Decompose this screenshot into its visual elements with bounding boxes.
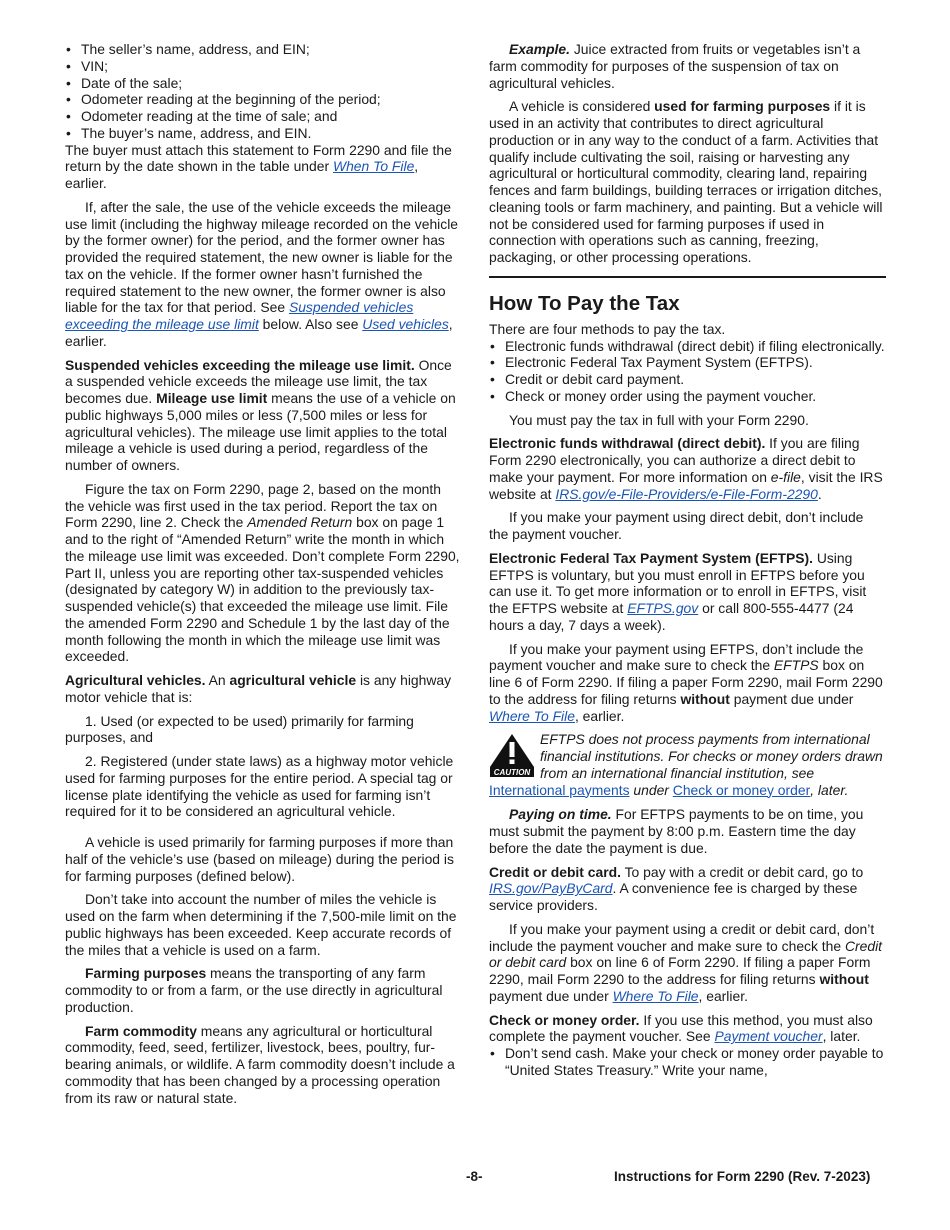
section-heading: Agricultural vehicles.: [65, 672, 206, 688]
used-for-farming-paragraph: A vehicle is considered used for farming purposes if it is used in an activity that contributes to direct agricultural production or in any way to the conduct of a farm. Activities that qualify include cultivating the soil, raising or harvesting any agricultural or horticultural commodity, clearing land, repairing fences and farm buildings, building terraces or irrigation ditches, cleaning tools or farm machinery, and painting. But a vehicle will not be considered used for farming purposes if used in connection with operations such as canning, freezing, packaging, or other processing operations.: [489, 98, 883, 265]
section-title: How To Pay the Tax: [489, 291, 680, 315]
seller-statement-list: [65, 41, 461, 142]
section-heading: Credit or debit card.: [489, 863, 621, 880]
list-item: • Odometer reading at the time of sale; and: [65, 108, 461, 125]
section-heading: Electronic Federal Tax Payment System (EFTPS).: [489, 549, 813, 566]
where-to-file-link[interactable]: Where To File: [612, 987, 699, 1004]
payment-methods-list: [489, 338, 886, 405]
caution-icon: [489, 733, 535, 777]
suspended-vehicles-link[interactable]: Suspended vehicles exceeding the mileage use limit: [65, 299, 414, 332]
card-voucher-paragraph: If you make your payment using a credit or debit card, don’t include the payment voucher and make sure to check the Credit or debit card box on line 6 of Form 2290. If filing a paper Form 2290, mail Form 2290 to the address for filing returns without payment due under Where To File, earlier.: [489, 920, 883, 1004]
where-to-file-link[interactable]: Where To File: [489, 707, 575, 724]
card-paragraph: Credit or debit card. To pay with a credit or debit card, go to IRS.gov/PayByCard. A convenience fee is charged by these service providers.: [489, 863, 864, 913]
check-paragraph: Check or money order. If you use this method, you must also complete the payment voucher. See Payment voucher, later.: [489, 1011, 873, 1045]
section-divider: [489, 276, 886, 278]
dont-count-paragraph: Don’t take into account the number of miles the vehicle is used on the farm when determining if the 7,500-mile limit on the public highways has been exceeded. Keep accurate records of the miles that a vehicle is used on a farm.: [65, 891, 457, 958]
left-column: [65, 41, 461, 1113]
numbered-item: 2. Registered (under state laws) as a highway motor vehicle used for farming purposes for the entire period. A special tag or license plate identifying the vehicle as used for farming isn’t required for it to be considered an agricultural vehicle.: [65, 753, 454, 820]
farming-purposes-paragraph: Farming purposes means the transporting of any farm commodity to or from a farm, or the use directly in agricultural production.: [65, 965, 443, 1015]
caution-label: CAUTION: [493, 768, 531, 778]
list-item: • The buyer’s name, address, and EIN.: [65, 125, 461, 142]
when-to-file-link[interactable]: When To File: [332, 158, 415, 175]
example-paragraph: Example. Juice extracted from fruits or vegetables isn’t a farm commodity for purposes of the suspension of tax on agricultural vehicles.: [489, 41, 861, 91]
efw-paragraph: Electronic funds withdrawal (direct debit). If you are filing Form 2290 electronically, you can authorize a direct debit to make your payment. For more information on e-file, visit the IRS website at IRS.gov/e-File-Providers/e-File-Form-2290.: [489, 435, 883, 502]
eftps-paragraph: Electronic Federal Tax Payment System (EFTPS). Using EFTPS is voluntary, but you must enroll in EFTPS before you can use it. To get more information or to enroll in EFTPS, visit the EFTPS website at EFTPS.gov or call 800-555-4477 (24 hours a day, 7 days a week).: [489, 549, 867, 633]
list-item: • Odometer reading at the beginning of the period;: [65, 91, 461, 108]
list-item: • VIN;: [65, 58, 461, 75]
list-item: • Check or money order using the payment voucher.: [489, 388, 886, 405]
after-sale-paragraph: If, after the sale, the use of the vehicle exceeds the mileage use limit (including the highway mileage recorded on the vehicle by the former owner) for the period, and the former owner has provided the required statement, the new owner is liable for the tax on the vehicle. If the former owner hasn’t furnished the required statement to the new owner, the former owner is also liable for the tax for that period. See Suspended vehicles exceeding the mileage use limit below. Also see Used vehicles, earlier.: [65, 198, 459, 349]
agricultural-vehicles-paragraph: Agricultural vehicles. An agricultural vehicle is any highway motor vehicle that is:: [65, 672, 452, 705]
list-item: • Date of the sale;: [65, 75, 461, 92]
list-item: • Credit or debit card payment.: [489, 371, 886, 388]
doc-title: Instructions for Form 2290 (Rev. 7-2023): [614, 1169, 871, 1184]
eftps-voucher-paragraph: If you make your payment using EFTPS, don’t include the payment voucher and make sure to check the EFTPS box on line 6 of Form 2290. If filing a paper Form 2290, mail Form 2290 to the address for filing returns without payment due under Where To File, earlier.: [489, 640, 883, 724]
international-payments-link[interactable]: International payments: [489, 781, 630, 798]
section-heading: Electronic funds withdrawal (direct debit).: [489, 435, 766, 452]
eftps-link[interactable]: EFTPS.gov: [627, 600, 699, 616]
figure-tax-paragraph: Figure the tax on Form 2290, page 2, based on the month the vehicle was first used in the tax period. Report the tax on Form 2290, line 2. Check the Amended Return box on page 1 and to the right of “Amended Return” write the month in which the mileage use limit was exceeded. Don’t complete Form 2290, Part II, unless you are reporting other tax-suspended vehicles (designated by category W) in addition to the previously tax-suspended vehicle(s) that exceeded the mileage use limit. File the amended Form 2290 and Schedule 1 by the last day of the month following the month in which the mileage use limit was exceeded.: [65, 480, 460, 665]
numbered-item: 1. Used (or expected to be used) primarily for farming purposes, and: [65, 712, 414, 746]
paybycard-link[interactable]: IRS.gov/PayByCard: [489, 880, 613, 897]
farm-commodity-paragraph: Farm commodity means any agricultural or horticultural commodity, feed, seed, fertilizer, livestock, bees, poultry, fur-bearing animals, or wildlife. A farm commodity doesn’t include a commodity that has been changed by a processing operation from its raw or natural state.: [65, 1022, 455, 1106]
four-methods-text: There are four methods to pay the tax.: [489, 320, 726, 337]
section-heading: Check or money order.: [489, 1011, 640, 1028]
caution-note: CAUTION EFTPS does not process payments from international financial institutions. For checks or money orders drawn from an international financial institution, see International payments under Check or money order, later.: [489, 731, 883, 798]
payment-voucher-link[interactable]: Payment voucher: [714, 1028, 823, 1045]
efile-link[interactable]: IRS.gov/e-File-Providers/e-File-Form-2290: [555, 485, 818, 502]
used-vehicles-link[interactable]: Used vehicles: [362, 316, 449, 332]
pay-in-full-text: You must pay the tax in full with your Form 2290.: [509, 411, 809, 428]
list-item: • Electronic funds withdrawal (direct debit) if filing electronically.: [489, 338, 886, 355]
section-heading: Suspended vehicles exceeding the mileage use limit.: [65, 356, 415, 373]
paying-on-time-paragraph: Paying on time. For EFTPS payments to be on time, you must submit the payment by 8:00 p.m. Eastern time the day before the date the payment is due.: [489, 806, 864, 856]
list-item: • The seller’s name, address, and EIN;: [65, 41, 461, 58]
suspended-vehicles-paragraph: Suspended vehicles exceeding the mileage use limit. Once a suspended vehicle exceeds the mileage use limit, the tax becomes due. Mileage use limit means the use of a vehicle on public highways 5,000 miles or less (7,500 miles or less for agricultural vehicles). The mileage use limit applies to the total mileage a vehicle is used during a period, regardless of the number of owners.: [65, 356, 456, 473]
list-item: • Don’t send cash. Make your check or money order payable to “United States Treasury.” Write your name,: [489, 1045, 886, 1079]
buyer-attach-paragraph: The buyer must attach this statement to Form 2290 and file the return by the date shown in the table under When To File, earlier.: [65, 141, 452, 191]
efw-voucher-text: If you make your payment using direct debit, don’t include the payment voucher.: [489, 509, 864, 542]
list-item: • Electronic Federal Tax Payment System (EFTPS).: [489, 354, 886, 371]
right-column: [489, 41, 886, 1079]
primarily-paragraph: A vehicle is used primarily for farming purposes if more than half of the vehicle’s use (based on mileage) during the period is for farming purposes (defined below).: [65, 834, 454, 884]
page-number: -8-: [466, 1169, 483, 1184]
check-money-order-link[interactable]: Check or money order: [672, 781, 811, 798]
